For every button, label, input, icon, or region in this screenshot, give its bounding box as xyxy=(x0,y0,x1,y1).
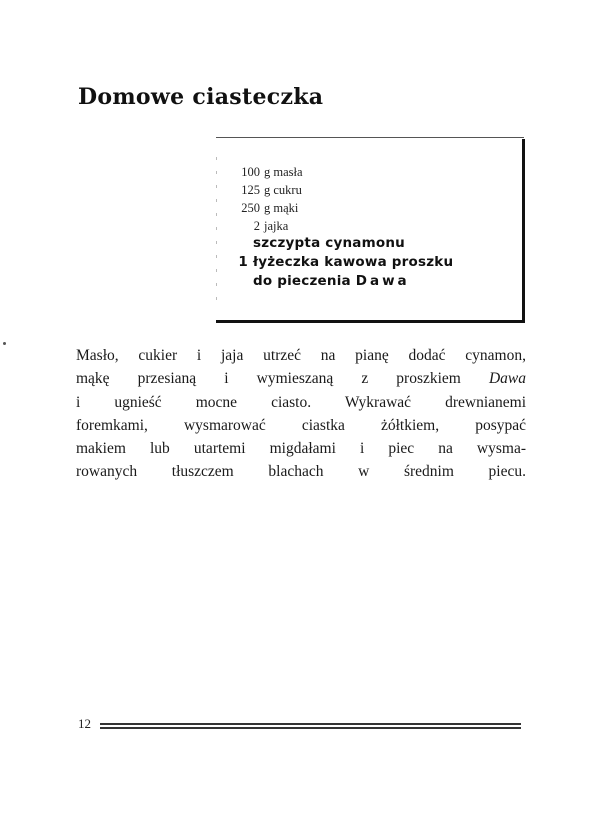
footer-double-rule xyxy=(100,723,521,729)
ingredient-unit: g xyxy=(264,165,271,179)
ingredient-item-bold xyxy=(236,254,453,270)
ingredient-qty: 1 xyxy=(238,254,248,270)
box-right-rule xyxy=(522,139,525,323)
ingredient-name: do pieczenia xyxy=(253,273,351,289)
instructions-line: makiem lub utartemi migdałami i piec na wysma- xyxy=(76,440,526,458)
instructions-line: i ugnieść mocne ciasto. Wykrawać drewnianemi xyxy=(76,393,526,411)
ingredient-item xyxy=(234,219,288,234)
box-left-dotted-rule xyxy=(216,157,217,307)
ingredient-qty: 125 xyxy=(241,183,260,197)
ingredient-item xyxy=(234,201,298,216)
ingredient-item xyxy=(234,183,302,198)
ingredient-item-bold xyxy=(236,273,410,289)
ingredient-qty: 100 xyxy=(241,165,260,179)
instructions-line: Masło, cukier i jaja utrzeć na pianę dodać cynamon, xyxy=(76,347,526,364)
recipe-title: Domowe ciasteczka xyxy=(78,84,324,110)
page-number: 12 xyxy=(78,716,91,731)
ingredient-name: masła xyxy=(273,165,303,179)
ingredients-box xyxy=(216,137,525,323)
ingredient-unit: g xyxy=(264,201,271,215)
ingredient-qty: 2 xyxy=(253,219,260,233)
ingredient-unit: g xyxy=(264,183,271,197)
brand-name: Dawa xyxy=(355,273,410,289)
ingredient-name: jajka xyxy=(264,219,289,233)
instructions-paragraph xyxy=(76,344,526,484)
ingredient-qty: 250 xyxy=(241,201,260,215)
brand-name-italic: Dawa xyxy=(488,370,527,388)
ingredient-name: cukru xyxy=(273,183,302,197)
instructions-line: rowanych tłuszczem blachach w średnim piecu. xyxy=(76,463,526,481)
instructions-line: mąkę przesianą i wymieszaną z proszkiem Dawa xyxy=(76,370,527,388)
print-speck xyxy=(3,342,6,345)
ingredient-name: łyżeczka kawowa proszku xyxy=(253,254,454,270)
box-bottom-rule xyxy=(216,320,525,323)
ingredient-item xyxy=(234,165,303,180)
ingredient-name: szczypta cynamonu xyxy=(253,235,405,251)
instructions-line: foremkami, wysmarować ciastka żółtkiem, posypać xyxy=(76,416,526,434)
ingredient-name: mąki xyxy=(273,201,299,215)
ingredient-item-bold xyxy=(236,235,405,251)
box-top-rule xyxy=(216,137,524,138)
